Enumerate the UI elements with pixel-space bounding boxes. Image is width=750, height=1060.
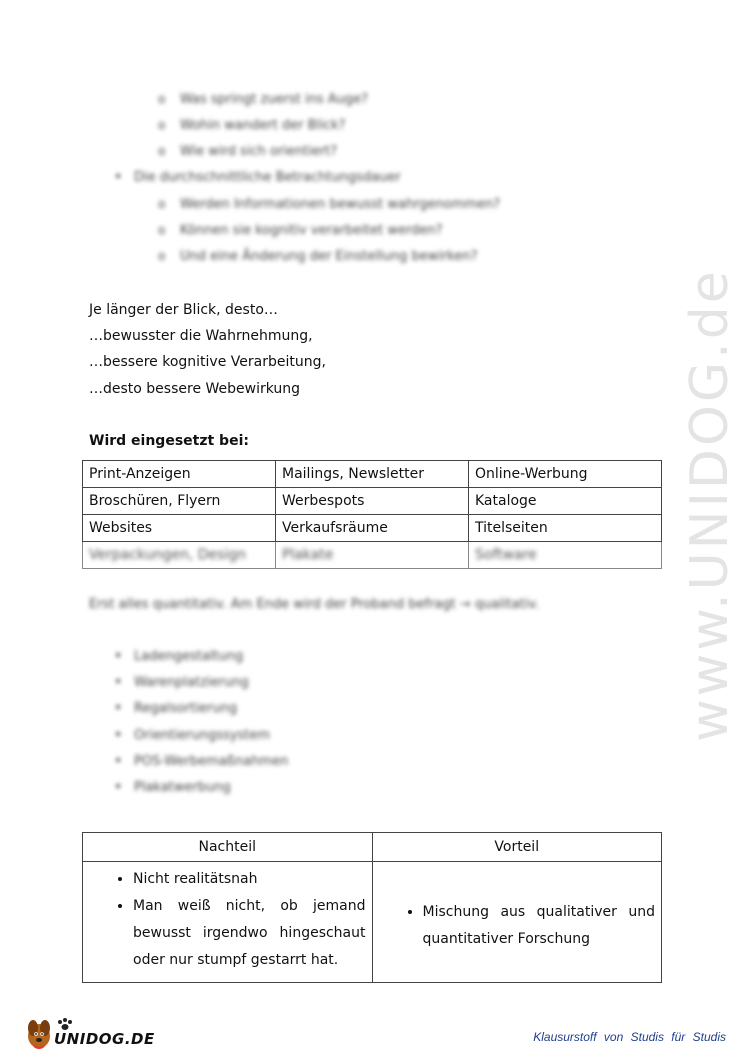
sub-bullet-item: o Und eine Änderung der Einstellung bewirken?	[180, 249, 478, 264]
footer-text: Klausurstoff von Studis für Studis	[533, 1030, 726, 1044]
disadvantages-list	[83, 866, 372, 974]
watermark: www.UNIDOG.de	[680, 268, 740, 742]
text-line: …bessere kognitive Verarbeitung,	[89, 354, 326, 370]
table-cell	[372, 862, 662, 983]
table-cell: Verpackungen, Design	[83, 542, 276, 569]
bullet-item: • Plakatwerbung	[134, 780, 231, 795]
blurred-note: Erst alles quantitativ. Am Ende wird der Proband befragt → qualitativ.	[89, 597, 540, 612]
table-header-row	[83, 833, 662, 862]
table-cell: Kataloge	[469, 488, 662, 515]
table-cell: Werbespots	[276, 488, 469, 515]
pros-cons-table	[82, 832, 662, 983]
sub-bullet-item: o Werden Informationen bewusst wahrgenommen?	[180, 197, 500, 212]
table-cell: Broschüren, Flyern	[83, 488, 276, 515]
sub-bullet-item: o Wohin wandert der Blick?	[180, 118, 345, 133]
table-cell: Print-Anzeigen	[83, 461, 276, 488]
bullet-item: • Warenplatzierung	[134, 675, 249, 690]
table-row	[83, 542, 662, 569]
text-line: …desto bessere Webewirkung	[89, 381, 301, 397]
section-heading: Wird eingesetzt bei:	[89, 433, 249, 449]
table-cell: Software	[469, 542, 662, 569]
logo-text: UNIDOG.DE	[54, 1030, 155, 1048]
table-row	[83, 515, 662, 542]
table-cell: Online-Werbung	[469, 461, 662, 488]
bullet-item: • Orientierungssystem	[134, 728, 270, 743]
usage-table	[82, 460, 662, 569]
table-cell: Websites	[83, 515, 276, 542]
advantages-list	[373, 899, 662, 953]
table-row	[83, 461, 662, 488]
table-cell: Plakate	[276, 542, 469, 569]
table-cell: Titelseiten	[469, 515, 662, 542]
table-row	[83, 862, 662, 983]
table-row	[83, 488, 662, 515]
text-line: …bewusster die Wahrnehmung,	[89, 328, 313, 344]
column-header: Vorteil	[372, 833, 662, 862]
sub-bullet-item: o Was springt zuerst ins Auge?	[180, 92, 368, 107]
bullet-item: • Die durchschnittliche Betrachtungsdauer	[134, 170, 401, 185]
list-item: • Mischung aus qualitativer und quantitativer Forschung	[423, 899, 662, 953]
column-header: Nachteil	[83, 833, 373, 862]
bullet-item: • POS-Werbemaßnahmen	[134, 754, 288, 769]
table-cell	[83, 862, 373, 983]
bullet-item: • Regalsortierung	[134, 701, 237, 716]
list-item: • Nicht realitätsnah	[133, 866, 372, 893]
table-cell: Mailings, Newsletter	[276, 461, 469, 488]
sub-bullet-item: o Können sie kognitiv verarbeitet werden?	[180, 223, 443, 238]
bullet-item: • Ladengestaltung	[134, 649, 243, 664]
list-item: • Man weiß nicht, ob jemand bewusst irgendwo hingeschaut oder nur stumpf gestarrt hat.	[133, 893, 372, 974]
table-cell: Verkaufsräume	[276, 515, 469, 542]
text-line: Je länger der Blick, desto…	[89, 302, 278, 318]
sub-bullet-item: o Wie wird sich orientiert?	[180, 144, 337, 159]
